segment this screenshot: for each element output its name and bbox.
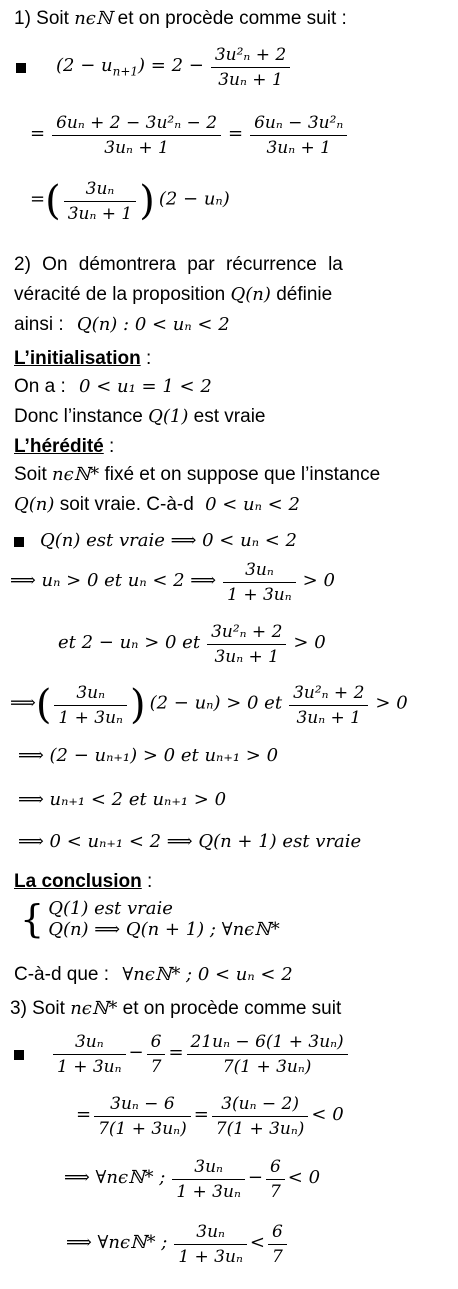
section3-line4: ⟹ ∀nϵℕ* ; $\frac{\text{3uₙ}}{\text{1 + 3uₙ}}$ < $\frac{6}{7}$ (66, 1222, 290, 1267)
concl-heading: La conclusion : (14, 871, 153, 892)
imp4-fraction-b: $\frac{\text{3u²ₙ + 2}}{\text{3uₙ + 1}}$ (289, 683, 368, 728)
s3-l3-frac2: $\frac{6}{7}$ (266, 1157, 285, 1202)
section1-header-tail: et on procède comme suit : (117, 8, 347, 29)
s3-l1-frac1: $\frac{\text{3uₙ}}{\text{1 + 3uₙ}}$ (53, 1032, 126, 1077)
section2-line2: véracité de la proposition Q(n) définie (14, 284, 333, 305)
eq3-fraction: $\frac{\text{3uₙ}}{\text{3uₙ + 1}}$ (64, 179, 137, 224)
brace-icon: { (20, 897, 45, 941)
imp6: ⟹ uₙ₊₁ < 2 et uₙ₊₁ > 0 (18, 789, 227, 810)
init-heading: L’initialisation : (14, 348, 152, 369)
section1-header (14, 6, 347, 32)
section1-header-text: 1) Soit (14, 8, 69, 29)
section1-eq1 (16, 45, 293, 90)
section3-line1: $\frac{\text{3uₙ}}{\text{1 + 3uₙ}}$ − $\frac{6}{7}$ = $\frac{\text{21uₙ − 6(1 + 3uₙ)}}{\text{7(1 + 3uₙ)}}$ (14, 1032, 351, 1077)
init-line2: Donc l’instance Q(1) est vraie (14, 406, 266, 427)
eq1-left: $(2 - u_{n+1}) = 2$ − (56, 55, 204, 79)
concl-system: { Q(1) est vraie Q(n) ⟹ Q(n + 1) ; ∀nϵℕ* (20, 897, 280, 941)
imp3: et 2 − uₙ > 0 et $\frac{\text{3u²ₙ + 2}}{\text{3uₙ + 1}}$ > 0 (58, 622, 326, 667)
s3-l2-frac2: $\frac{\text{3(uₙ − 2)}}{\text{7(1 + 3uₙ)}}$ (212, 1094, 309, 1139)
section2-line1: 2) On démontrera par récurrence la (14, 254, 343, 275)
imp4: ⟹( $\frac{\text{3uₙ}}{\text{1 + 3uₙ}}$ ) (2 − uₙ) > 0 et $\frac{\text{3u²ₙ + 2}}{\text{3uₙ + 1}}$ > 0 (10, 682, 408, 728)
bullet-square-icon (14, 1050, 24, 1060)
section3-line2: = $\frac{\text{3uₙ − 6}}{\text{7(1 + 3uₙ)}}$ = $\frac{\text{3(uₙ − 2)}}{\text{7(1 + 3uₙ)}}$ < 0 (76, 1094, 344, 1139)
hered-line1: Soit nϵℕ* fixé et on suppose que l’instance (14, 464, 381, 485)
imp1: Q(n) est vraie ⟹ 0 < uₙ < 2 (14, 530, 297, 551)
imp2: ⟹ uₙ > 0 et uₙ < 2 ⟹ $\frac{\text{3uₙ}}{\text{1 + 3uₙ}}$ > 0 (10, 560, 335, 605)
s3-l3-frac1: $\frac{\text{3uₙ}}{\text{1 + 3uₙ}}$ (172, 1157, 245, 1202)
s3-l1-frac3: $\frac{\text{21uₙ − 6(1 + 3uₙ)}}{\text{7(1 + 3uₙ)}}$ (187, 1032, 348, 1077)
bullet-square-icon (14, 537, 24, 547)
s3-l4-frac2: $\frac{6}{7}$ (268, 1222, 287, 1267)
section3-header: 3) Soit nϵℕ* et on procède comme suit (10, 998, 342, 1019)
eq2-fraction-a: $\frac{\text{6uₙ + 2 − 3u²ₙ − 2}}{\text{3uₙ + 1}}$ (52, 113, 221, 158)
s3-l1-frac2: $\frac{6}{7}$ (147, 1032, 166, 1077)
imp4-fraction-a: $\frac{\text{3uₙ}}{\text{1 + 3uₙ}}$ (54, 683, 127, 728)
s3-l4-frac1: $\frac{\text{3uₙ}}{\text{1 + 3uₙ}}$ (174, 1222, 247, 1267)
eq3-tail: (2 − uₙ) (158, 188, 230, 210)
concl-final: C-à-d que : ∀nϵℕ* ; 0 < uₙ < 2 (14, 964, 293, 985)
s3-l2-frac1: $\frac{\text{3uₙ − 6}}{\text{7(1 + 3uₙ)}}$ (94, 1094, 191, 1139)
section1-header-math: nϵℕ (74, 8, 113, 29)
section2-line3: ainsi : Q(n) : 0 < uₙ < 2 (14, 314, 230, 335)
imp3-fraction: $\frac{\text{3u²ₙ + 2}}{\text{3uₙ + 1}}$ (207, 622, 286, 667)
eq2-fraction-b: $\frac{\text{6uₙ − 3u²ₙ}}{\text{3uₙ + 1}}$ (250, 113, 347, 158)
section1-eq3: =( $\frac{\text{3uₙ}}{\text{3uₙ + 1}}$ ) (2 − uₙ) (30, 178, 230, 224)
hered-heading: L’hérédité : (14, 436, 115, 457)
imp2-fraction: $\frac{\text{3uₙ}}{\text{1 + 3uₙ}}$ (223, 560, 296, 605)
section1-eq2: = $\frac{\text{6uₙ + 2 − 3u²ₙ − 2}}{\text{3uₙ + 1}}$ = $\frac{\text{6uₙ − 3u²ₙ}}{\text{3uₙ + 1}}$ (30, 113, 350, 158)
init-line1: On a : 0 < u₁ = 1 < 2 (14, 376, 212, 397)
hered-line2: Q(n) soit vraie. C-à-d 0 < uₙ < 2 (14, 494, 300, 515)
eq1-fraction: $\frac{\text{3u²ₙ + 2}}{\text{3uₙ + 1}}$ (211, 45, 290, 90)
imp5: ⟹ (2 − uₙ₊₁) > 0 et uₙ₊₁ > 0 (18, 745, 279, 766)
section3-line3: ⟹ ∀nϵℕ* ; $\frac{\text{3uₙ}}{\text{1 + 3uₙ}}$ − $\frac{6}{7}$ < 0 (64, 1157, 321, 1202)
imp7: ⟹ 0 < uₙ₊₁ < 2 ⟹ Q(n + 1) est vraie (18, 831, 362, 852)
bullet-square-icon (16, 63, 26, 73)
